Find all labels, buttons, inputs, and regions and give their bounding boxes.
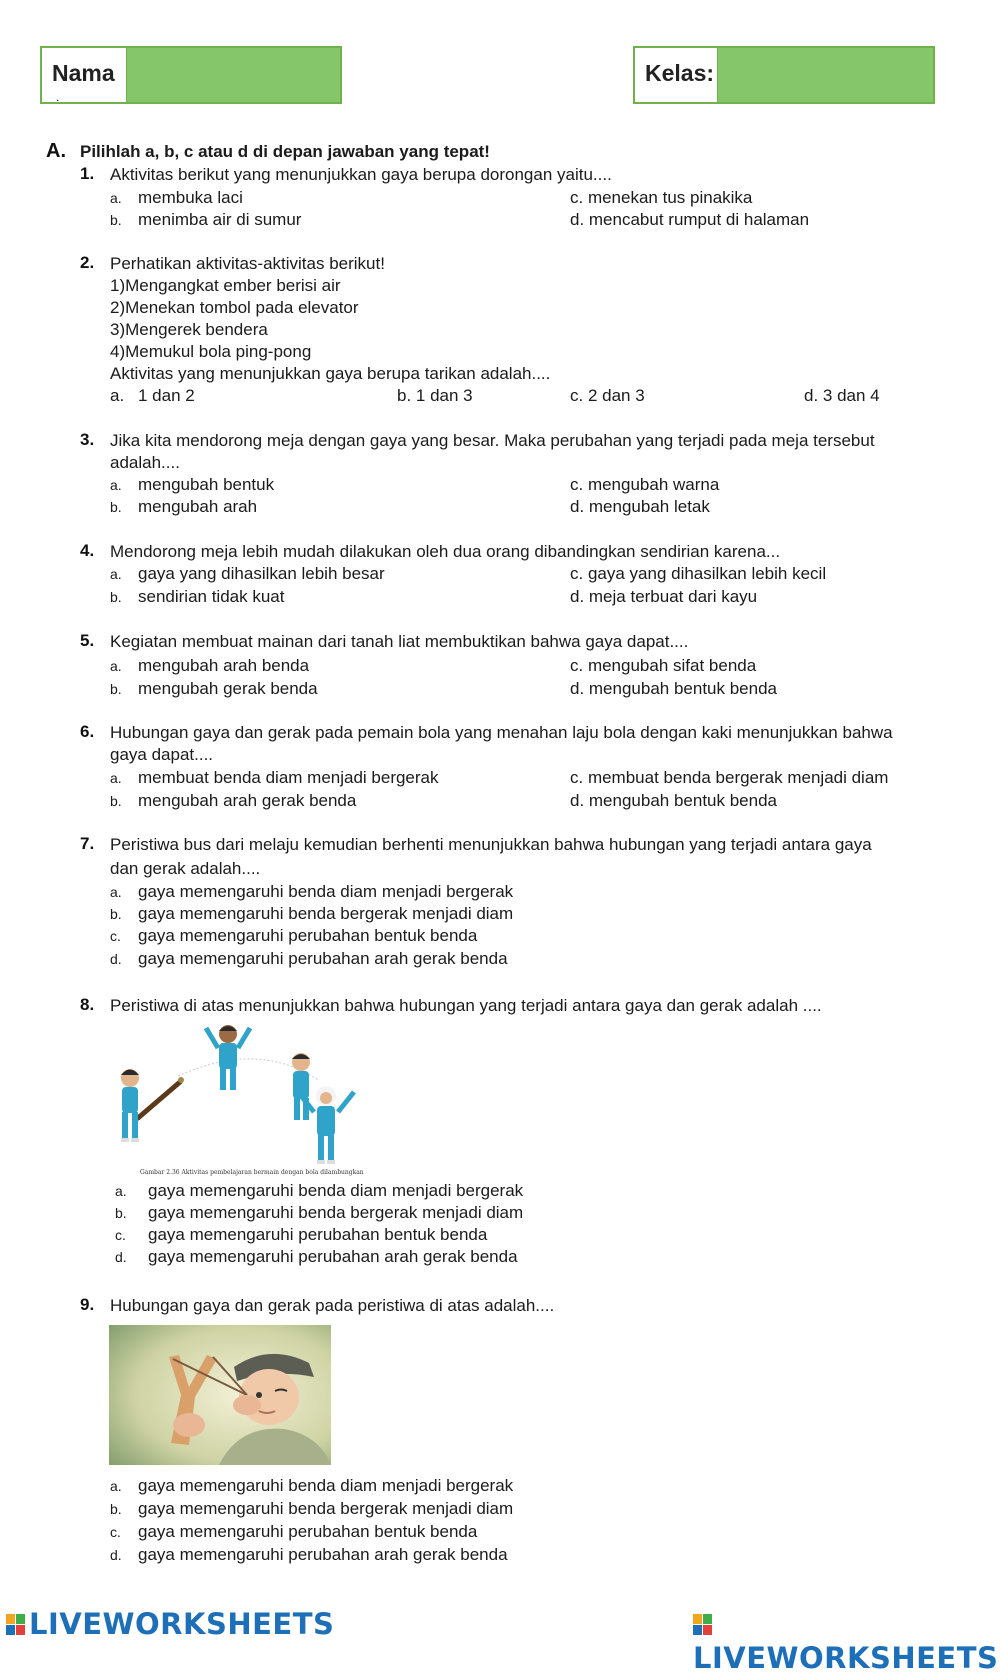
- option-text: gaya memengaruhi benda diam menjadi bergerak: [148, 1181, 524, 1200]
- q1-option-d[interactable]: d. mencabut rumput di halaman: [570, 210, 810, 229]
- q7-number: 7.: [80, 834, 95, 853]
- child-figure-3: [292, 1053, 310, 1120]
- option-letter: b.: [110, 212, 122, 228]
- option-text: gaya memengaruhi perubahan arah gerak benda: [138, 1545, 508, 1564]
- q6-text-cont: gaya dapat....: [110, 745, 214, 764]
- q5-option-a[interactable]: [110, 655, 309, 677]
- option-letter: a.: [110, 386, 125, 405]
- q7-text-cont: dan gerak adalah....: [110, 859, 261, 878]
- q8-option-d[interactable]: [115, 1246, 518, 1268]
- slingshot-boy-photo: [109, 1325, 331, 1465]
- q6-option-b[interactable]: [110, 790, 356, 812]
- option-text: gaya memengaruhi perubahan arah gerak benda: [148, 1247, 518, 1266]
- q7-option-c[interactable]: [110, 925, 477, 947]
- option-letter: d.: [110, 951, 122, 967]
- q8-number: 8.: [80, 995, 95, 1014]
- logo-text: LIVEWORKSHEETS: [29, 1607, 335, 1641]
- q8-option-a[interactable]: [115, 1180, 523, 1202]
- q4-text: Mendorong meja lebih mudah dilakukan oleh dua orang dibandingkan sendirian karena...: [110, 542, 781, 561]
- kelas-field-box: [633, 46, 935, 104]
- q6-option-a[interactable]: [110, 767, 439, 789]
- section-instruction: Pilihlah a, b, c atau d di depan jawaban yang tepat!: [80, 142, 490, 161]
- q7-option-b[interactable]: [110, 903, 513, 925]
- q2-item-1: 1)Mengangkat ember berisi air: [110, 276, 341, 295]
- q6-text: Hubungan gaya dan gerak pada pemain bola yang menahan laju bola dengan kaki menunjukkan bahwa: [110, 723, 893, 742]
- q9-option-c[interactable]: [110, 1521, 477, 1543]
- option-letter: a.: [110, 1478, 122, 1494]
- q2-text: Perhatikan aktivitas-aktivitas berikut!: [110, 254, 385, 273]
- q3-text: Jika kita mendorong meja dengan gaya yang besar. Maka perubahan yang terjadi pada meja tersebut: [110, 431, 875, 450]
- option-text: gaya memengaruhi perubahan bentuk benda: [138, 926, 478, 945]
- q1-option-c[interactable]: c. menekan tus pinakika: [570, 188, 753, 207]
- option-letter: b.: [110, 589, 122, 605]
- nama-input[interactable]: [126, 48, 340, 102]
- q6-option-c[interactable]: c. membuat benda bergerak menjadi diam: [570, 768, 889, 787]
- option-text: membuat benda diam menjadi bergerak: [138, 768, 439, 787]
- option-text: mengubah arah gerak benda: [138, 791, 357, 810]
- nama-label: Nama: [52, 60, 115, 86]
- q2-item-2: 2)Menekan tombol pada elevator: [110, 298, 359, 317]
- option-letter: d.: [110, 1547, 122, 1563]
- q1-option-a[interactable]: [110, 187, 243, 209]
- option-text: gaya memengaruhi perubahan arah gerak benda: [138, 949, 508, 968]
- q8-text: Peristiwa di atas menunjukkan bahwa hubungan yang terjadi antara gaya dan gerak adalah ....: [110, 996, 822, 1015]
- q2-option-b[interactable]: b. 1 dan 3: [397, 386, 473, 405]
- option-letter: a.: [110, 477, 122, 493]
- option-letter: b.: [110, 906, 122, 922]
- q3-option-c[interactable]: c. mengubah warna: [570, 475, 720, 494]
- q3-number: 3.: [80, 430, 95, 449]
- q4-number: 4.: [80, 541, 95, 560]
- q1-text: Aktivitas berikut yang menunjukkan gaya berupa dorongan yaitu....: [110, 165, 612, 184]
- q2-option-a[interactable]: [110, 385, 195, 407]
- option-letter: a.: [110, 884, 122, 900]
- option-letter: a.: [115, 1183, 127, 1199]
- q4-option-b[interactable]: [110, 586, 284, 608]
- q5-number: 5.: [80, 631, 95, 650]
- q1-number: 1.: [80, 164, 95, 183]
- q2-item-3: 3)Mengerek bendera: [110, 320, 268, 339]
- q5-text: Kegiatan membuat mainan dari tanah liat membuktikan bahwa gaya dapat....: [110, 632, 689, 651]
- q3-text-cont: adalah....: [110, 453, 180, 472]
- option-letter: b.: [110, 681, 122, 697]
- option-letter: c.: [110, 928, 121, 944]
- q6-option-d[interactable]: d. mengubah bentuk benda: [570, 791, 778, 810]
- option-letter: a.: [110, 658, 122, 674]
- kelas-label: Kelas:: [645, 60, 715, 86]
- option-letter: c.: [115, 1227, 126, 1243]
- q2-option-d[interactable]: d. 3 dan 4: [804, 386, 880, 405]
- q5-option-d[interactable]: d. mengubah bentuk benda: [570, 679, 778, 698]
- option-letter: c.: [110, 1524, 121, 1540]
- option-text: gaya memengaruhi perubahan bentuk benda: [148, 1225, 488, 1244]
- q8-image-caption: Gambar 2.36 Aktivitas pembelajaran bermain dengan bola dilambungkan: [140, 1169, 364, 1176]
- q1-option-b[interactable]: [110, 209, 301, 231]
- liveworksheets-logo-left[interactable]: [6, 1607, 334, 1641]
- option-text: 1 dan 2: [138, 386, 195, 405]
- q9-option-d[interactable]: [110, 1544, 508, 1566]
- q5-option-b[interactable]: [110, 678, 318, 700]
- q9-number: 9.: [80, 1295, 95, 1314]
- liveworksheets-icon: [693, 1614, 713, 1636]
- option-letter: b.: [110, 499, 122, 515]
- q8-option-c[interactable]: [115, 1224, 487, 1246]
- q4-option-d[interactable]: d. meja terbuat dari kayu: [570, 587, 758, 606]
- option-text: gaya memengaruhi benda bergerak menjadi diam: [138, 1499, 514, 1518]
- option-letter: b.: [115, 1205, 127, 1221]
- q9-text: Hubungan gaya dan gerak pada peristiwa di atas adalah....: [110, 1296, 555, 1315]
- option-text: gaya yang dihasilkan lebih besar: [138, 564, 385, 583]
- option-letter: a.: [110, 190, 122, 206]
- liveworksheets-logo-right[interactable]: [693, 1607, 1000, 1675]
- child-figure-2: [206, 1025, 250, 1090]
- option-text: membuka laci: [138, 188, 243, 207]
- child-figure-1: [121, 1069, 139, 1142]
- option-text: sendirian tidak kuat: [138, 587, 285, 606]
- q2-prompt: Aktivitas yang menunjukkan gaya berupa tarikan adalah....: [110, 364, 551, 383]
- q2-item-4: 4)Memukul bola ping-pong: [110, 342, 312, 361]
- option-text: mengubah arah: [138, 497, 258, 516]
- option-letter: d.: [115, 1249, 127, 1265]
- ball-throwing-illustration: [108, 1020, 378, 1178]
- q2-option-c[interactable]: c. 2 dan 3: [570, 386, 645, 405]
- option-text: gaya memengaruhi benda diam menjadi bergerak: [138, 882, 514, 901]
- option-text: mengubah bentuk: [138, 475, 275, 494]
- q6-number: 6.: [80, 722, 95, 741]
- q3-option-b[interactable]: [110, 496, 257, 518]
- q9-option-b[interactable]: [110, 1498, 513, 1520]
- option-text: gaya memengaruhi perubahan bentuk benda: [138, 1522, 478, 1541]
- q7-option-d[interactable]: [110, 948, 508, 970]
- option-text: mengubah arah benda: [138, 656, 310, 675]
- kelas-input[interactable]: [717, 48, 933, 102]
- nama-dot: .: [56, 90, 60, 104]
- logo-text: LIVEWORKSHEETS: [693, 1641, 999, 1675]
- nama-field-box: [40, 46, 342, 104]
- option-letter: a.: [110, 770, 122, 786]
- q3-option-d[interactable]: d. mengubah letak: [570, 497, 710, 516]
- option-text: menimba air di sumur: [138, 210, 302, 229]
- q3-option-a[interactable]: [110, 474, 274, 496]
- q4-option-c[interactable]: c. gaya yang dihasilkan lebih kecil: [570, 564, 827, 583]
- q9-option-a[interactable]: [110, 1475, 513, 1497]
- q7-option-a[interactable]: [110, 881, 513, 903]
- option-letter: b.: [110, 1501, 122, 1517]
- q2-number: 2.: [80, 253, 95, 272]
- q7-text: Peristiwa bus dari melaju kemudian berhenti menunjukkan bahwa hubungan yang terjadi antara gaya: [110, 835, 872, 854]
- section-letter: A.: [46, 140, 66, 162]
- option-text: gaya memengaruhi benda bergerak menjadi diam: [148, 1203, 524, 1222]
- option-letter: a.: [110, 566, 122, 582]
- liveworksheets-icon: [6, 1614, 26, 1636]
- q5-option-c[interactable]: c. mengubah sifat benda: [570, 656, 757, 675]
- option-text: gaya memengaruhi benda bergerak menjadi diam: [138, 904, 514, 923]
- q8-option-b[interactable]: [115, 1202, 523, 1224]
- option-text: gaya memengaruhi benda diam menjadi bergerak: [138, 1476, 514, 1495]
- option-letter: b.: [110, 793, 122, 809]
- q4-option-a[interactable]: [110, 563, 385, 585]
- option-text: mengubah gerak benda: [138, 679, 318, 698]
